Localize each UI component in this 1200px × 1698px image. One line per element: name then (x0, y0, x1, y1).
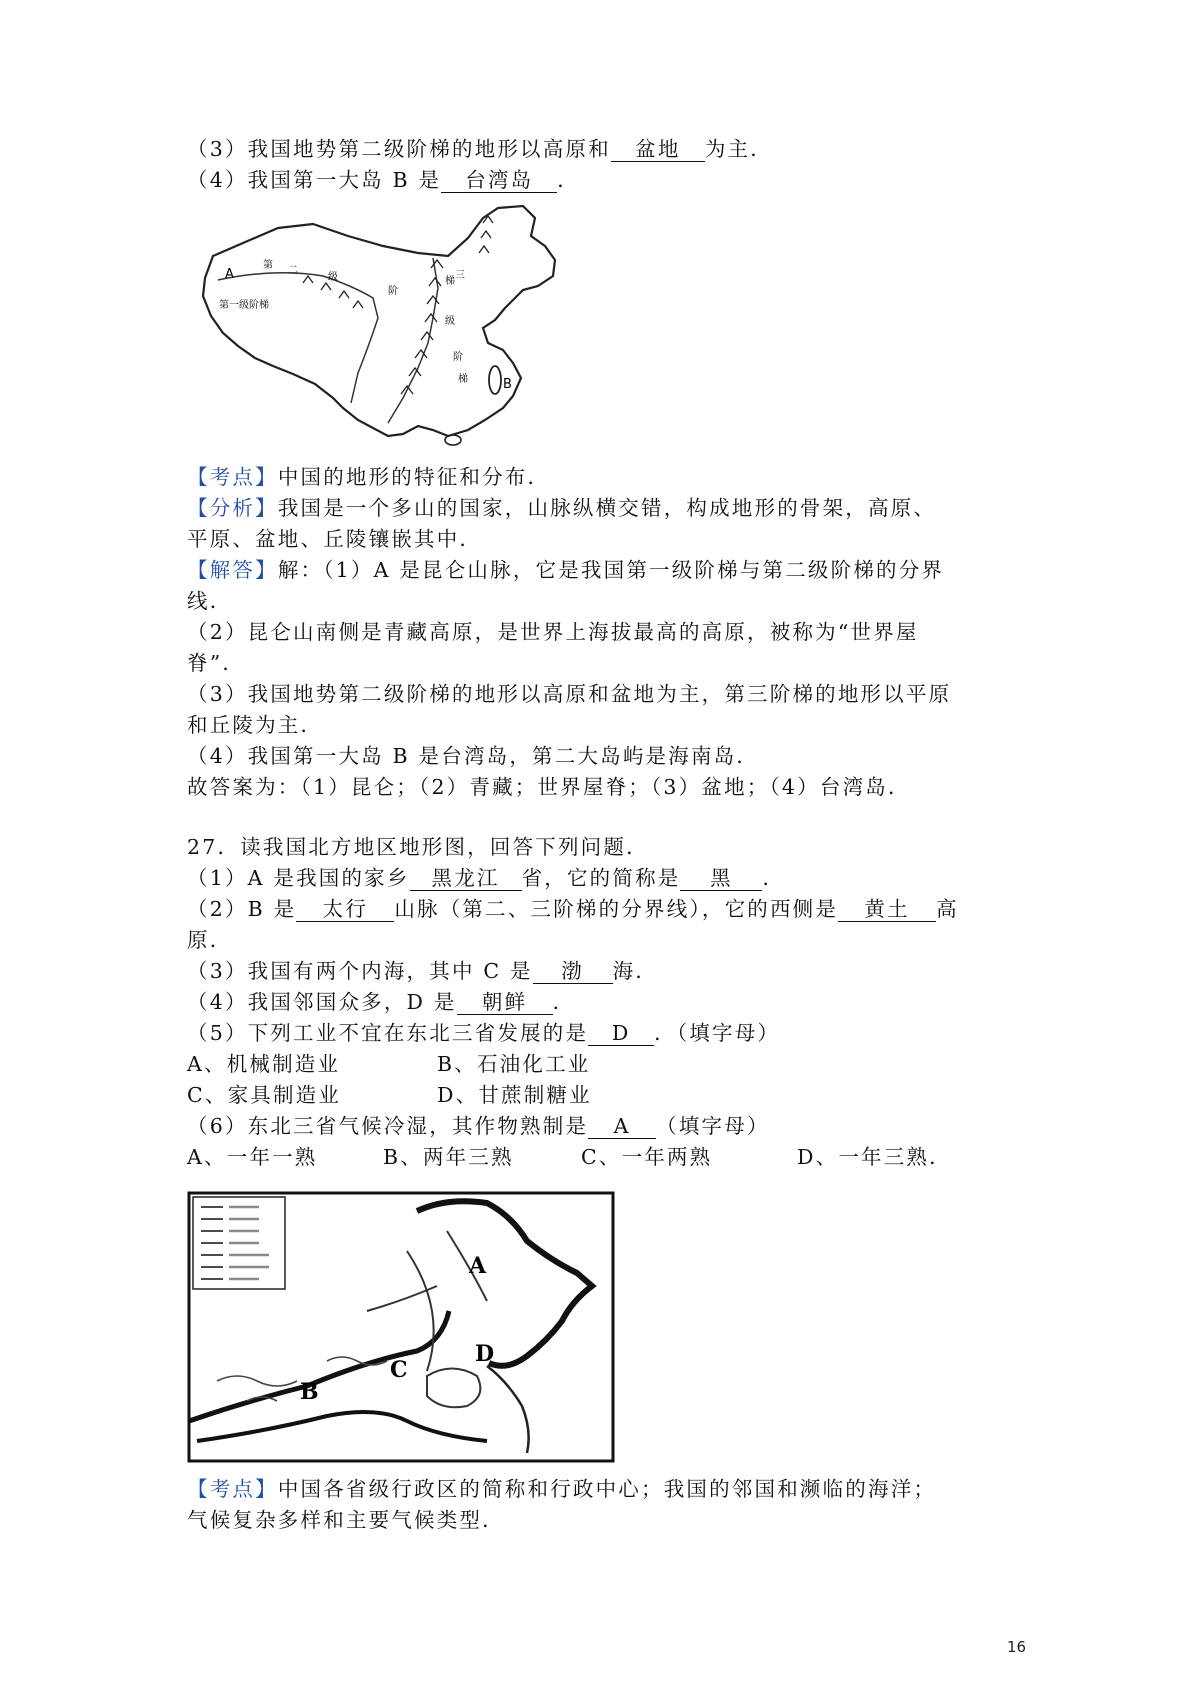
q26-part4-post: ． (557, 168, 580, 192)
option-d: D、甘蔗制糖业 (437, 1083, 592, 1107)
q27-part4-text: （4）我国邻国众多，D 是 (187, 990, 457, 1014)
q27-part1-mid: 省，它的简称是 (521, 866, 681, 890)
map-label-step3: 级 (445, 316, 455, 327)
mountain-ridge-icon (401, 260, 443, 394)
map-label-step3: 阶 (453, 352, 463, 363)
kaodian-text: 中国的地形的特征和分布． (277, 465, 551, 489)
q27-part2-text: （2）B 是 (187, 897, 297, 921)
q27-part6-post: （填字母） (656, 1114, 770, 1138)
q27-part2-post: 高 (936, 897, 959, 921)
q27-part1-answer2: 黑 (680, 866, 762, 891)
step-boundary-1 (218, 273, 378, 403)
q27-part5-options-2 (187, 1080, 592, 1110)
q27-part2-mid: 山脉（第二、三阶梯的分界线），它的西侧是 (394, 897, 839, 921)
jieda-tag: 【解答】 (187, 558, 278, 582)
q27-kaodian (187, 1474, 936, 1504)
q27-part1-text: （1）A 是我国的家乡 (187, 866, 410, 890)
fenxi-tag: 【分析】 (187, 496, 278, 520)
q27-part6 (187, 1111, 770, 1141)
q26-fenxi (187, 493, 936, 523)
q27-part1-answer1: 黑龙江 (410, 866, 522, 891)
jieda-text-6: 和丘陵为主． (187, 713, 324, 737)
jieda-text-2: 线． (187, 589, 233, 613)
q27-part3-text: （3）我国有两个内海，其中 C 是 (187, 959, 533, 983)
q27-part1 (187, 863, 785, 893)
q27-part6-options (187, 1142, 952, 1172)
q27-part3-answer: 渤 (533, 959, 613, 984)
q26-part3-answer: 盆地 (611, 137, 705, 162)
china-outline (203, 206, 555, 436)
jieda-text-3: （2）昆仑山南侧是青藏高原，是世界上海拔最高的高原，被称为“世界屋 (187, 620, 919, 644)
northern-china-map (187, 1191, 615, 1463)
map-label-d: D (475, 1341, 495, 1367)
q27-part3-post: 海． (612, 959, 659, 983)
jieda-text: 解：（1）A 是昆仑山脉，它是我国第一级阶梯与第二级阶梯的分界 (277, 558, 945, 582)
china-terrain-map (183, 198, 595, 456)
q26-jieda (187, 555, 944, 585)
jieda-text-7: （4）我国第一大岛 B 是台湾岛，第二大岛屿是海南岛． (187, 744, 760, 768)
map-label-step2: 阶 (388, 286, 398, 297)
q27-part3 (187, 956, 658, 986)
map-label-b: B (503, 377, 512, 392)
q27-part2-cont: 原． (187, 928, 233, 952)
kaodian-text: 中国各省级行政区的简称和行政中心；我国的邻国和濒临的海洋； (277, 1477, 937, 1501)
q27-part5-post: ．（填字母） (654, 1021, 781, 1045)
jieda-text-4: 脊”． (187, 651, 246, 675)
q27-part4-answer: 朝鲜 (457, 990, 553, 1015)
map-label-step3: 三 (455, 270, 465, 281)
q27-part6-text: （6）东北三省气候冷湿，其作物熟制是 (187, 1114, 589, 1138)
map-label-step2: 第 (263, 260, 273, 271)
option-b: B、石油化工业 (437, 1052, 591, 1076)
map-label-step1: 第一级阶梯 (219, 300, 269, 311)
q27-part6-answer: A (588, 1114, 656, 1139)
q27-title: 27．读我国北方地区地形图，回答下列问题． (187, 835, 649, 859)
q27-part5-answer: D (588, 1021, 654, 1046)
map-label-step3: 梯 (445, 276, 455, 287)
taiwan-island (489, 366, 501, 394)
q27-part2 (187, 894, 959, 924)
q27-part5 (187, 1018, 780, 1048)
map-label-step2: 级 (328, 272, 338, 283)
q26-part4 (187, 165, 580, 195)
step-boundary-2 (388, 258, 438, 423)
q27-part1-post: ． (762, 866, 786, 890)
q27-part4-post: ． (552, 990, 576, 1014)
option-c: C、一年两熟 (581, 1145, 713, 1169)
q27-part5-options-1 (187, 1049, 590, 1079)
q26-part3-post: 为主． (704, 137, 773, 161)
jieda-text-5: （3）我国地势第二级阶梯的地形以高原和盆地为主，第三阶梯的地形以平原 (187, 682, 952, 706)
jieda-text-8: 故答案为：（1）昆仑；（2）青藏；世界屋脊；（3）盆地；（4）台湾岛． (187, 775, 911, 799)
fenxi-text: 我国是一个多山的国家，山脉纵横交错，构成地形的骨架，高原、 (277, 496, 937, 520)
hainan-island (445, 435, 461, 445)
map-label-a: A (225, 267, 234, 282)
q26-part4-answer: 台湾岛 (441, 168, 557, 193)
option-a: A、机械制造业 (187, 1052, 341, 1076)
q27-part5-text: （5）下列工业不宜在东北三省发展的是 (187, 1021, 589, 1045)
fenxi-text-2: 平原、盆地、丘陵镶嵌其中． (187, 527, 483, 551)
map-label-c: C (390, 1357, 408, 1383)
q26-kaodian (187, 462, 550, 492)
option-b: B、两年三熟 (383, 1145, 514, 1169)
map-label-b: B (300, 1379, 319, 1405)
kaodian-text-2: 气候复杂多样和主要气候类型． (187, 1508, 505, 1532)
q26-part4-text: （4）我国第一大岛 B 是 (187, 168, 442, 192)
map-label-step3: 梯 (458, 374, 468, 385)
q27-part2-answer2: 黄土 (838, 897, 936, 922)
map-label-a: A (469, 1253, 487, 1279)
map-label-step2: 二 (288, 265, 298, 276)
page-number: 16 (1007, 1638, 1027, 1656)
kaodian-tag: 【考点】 (187, 465, 278, 489)
kaodian-tag: 【考点】 (187, 1477, 278, 1501)
option-c: C、家具制造业 (187, 1083, 342, 1107)
option-d: D、一年三熟． (797, 1145, 952, 1169)
q26-part3-text: （3）我国地势第二级阶梯的地形以高原和 (187, 137, 611, 161)
q27-part2-answer1: 太行 (296, 897, 394, 922)
q27-part4 (187, 987, 575, 1017)
option-a: A、一年一熟 (187, 1145, 318, 1169)
q26-part3 (187, 134, 773, 164)
